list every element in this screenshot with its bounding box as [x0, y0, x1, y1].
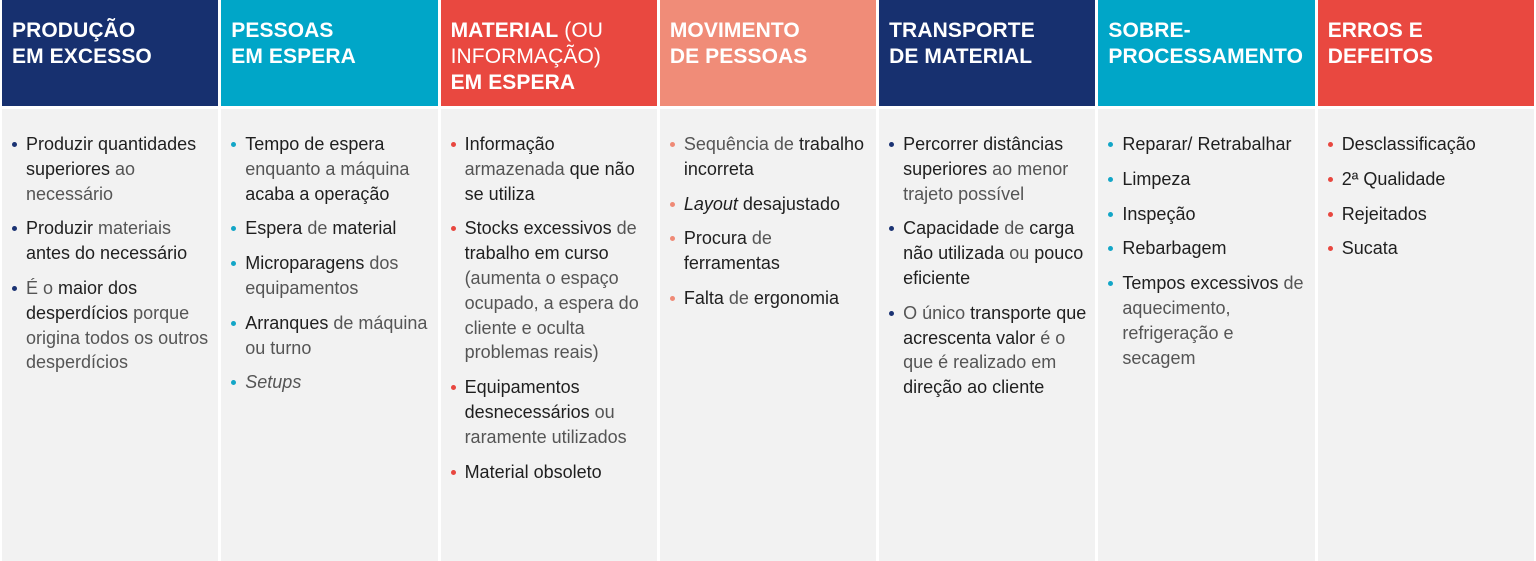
emphasis-text: Capacidade [903, 218, 1000, 239]
column-header [221, 0, 437, 106]
emphasis-text: transporte que acrescenta valor [903, 302, 1087, 348]
item-text: de [746, 228, 772, 249]
list-item [668, 192, 868, 217]
item-text: enquanto a máquina [245, 158, 410, 179]
list-item [229, 251, 429, 301]
column-producao [2, 0, 218, 561]
header-line: EM EXCESSO [12, 45, 152, 68]
header-bold: MATERIAL [450, 19, 559, 42]
emphasis-text: acaba a operação [245, 183, 390, 204]
header-line: PROCESSAMENTO [1108, 45, 1304, 68]
emphasis-text: Equipamentos desnecessários [464, 377, 590, 422]
emphasis-text: trabalho em curso [464, 243, 609, 264]
item-list [229, 132, 429, 395]
emphasis-text: Produzir [26, 218, 94, 239]
emphasis-text: maior dos desperdícios [26, 277, 138, 323]
column-header [660, 0, 876, 106]
item-list [1326, 132, 1526, 261]
emphasis-text: carga não utilizada [903, 218, 1075, 264]
header-line: MOVIMENTO [669, 19, 800, 42]
emphasis-text: ergonomia [753, 287, 839, 308]
column-body [1098, 109, 1314, 561]
emphasis-text: que não se utiliza [464, 158, 635, 204]
emphasis-text: Sucata [1341, 238, 1398, 259]
emphasis-text: Desclassificação [1341, 134, 1476, 154]
item-list [887, 132, 1087, 400]
emphasis-text: Procura [683, 228, 747, 249]
list-item [1326, 132, 1526, 157]
header-line: PESSOAS [231, 19, 334, 42]
header-line: DE MATERIAL [889, 45, 1033, 68]
item-list [449, 132, 649, 484]
list-item [229, 132, 429, 206]
emphasis-text: Tempos excessivos [1122, 273, 1279, 294]
list-item [1326, 202, 1526, 227]
list-item [887, 301, 1087, 400]
list-item [449, 460, 649, 485]
emphasis-text: desajustado [737, 193, 840, 214]
header-line: INFORMAÇÃO) [450, 45, 601, 68]
list-item [449, 216, 649, 365]
emphasis-text: Falta [683, 287, 724, 308]
header-line: SOBRE- [1108, 19, 1191, 42]
header-line: EM ESPERA [231, 45, 356, 68]
item-text: ou raramente utilizados [464, 401, 627, 447]
item-text: materiais [93, 218, 172, 239]
column-body [441, 109, 657, 561]
emphasis-text: pouco eficiente [903, 243, 1084, 288]
emphasis-text: material [332, 218, 397, 239]
column-body [2, 109, 218, 561]
item-text: ou [1004, 243, 1035, 264]
list-item [229, 311, 429, 361]
item-text: Setups [245, 372, 302, 393]
column-header [2, 0, 218, 106]
item-list [668, 132, 868, 311]
emphasis-text: Reparar/ Retrabalhar [1122, 134, 1292, 154]
emphasis-text: Rejeitados [1341, 203, 1427, 224]
column-transporte [879, 0, 1095, 561]
emphasis-text: Espera [245, 218, 303, 239]
column-material [441, 0, 657, 561]
list-item [1326, 167, 1526, 192]
column-body [1318, 109, 1534, 561]
header-line: DE PESSOAS [669, 45, 808, 68]
column-body [879, 109, 1095, 561]
item-text: Sequência de [683, 134, 799, 154]
list-item [449, 375, 649, 449]
header-line: PRODUÇÃO [12, 19, 136, 42]
column-body [221, 109, 437, 561]
header-light: (OU [558, 19, 604, 42]
header-line: DEFEITOS [1327, 45, 1434, 68]
emphasis-text: Stocks excessivos [464, 218, 612, 239]
header-line: TRANSPORTE [889, 19, 1035, 42]
item-text: (aumenta o espaço ocupado, a espera do cliente e oculta problemas reais) [464, 267, 639, 363]
emphasis-text: Rebarbagem [1122, 238, 1227, 259]
item-text: ao menor trajeto possível [903, 158, 1069, 204]
list-item [668, 226, 868, 276]
column-header [1318, 0, 1534, 106]
list-item [1106, 236, 1306, 261]
item-text: de [611, 218, 637, 239]
item-text: É o [26, 277, 59, 298]
header-line: ERROS E [1327, 19, 1423, 42]
emphasis-text: direção ao cliente [903, 377, 1045, 398]
item-list [1106, 132, 1306, 370]
list-item [1326, 236, 1526, 261]
item-text: porque origina todos os outros desperdícios [26, 302, 209, 373]
list-item [887, 132, 1087, 206]
item-text: O único [903, 302, 971, 323]
emphasis-text: Inspeção [1122, 203, 1196, 224]
emphasis-text: Arranques [245, 312, 329, 333]
item-text: de [723, 287, 754, 308]
column-header [1098, 0, 1314, 106]
item-text: é o que é realizado em [903, 327, 1066, 373]
list-item [10, 276, 210, 375]
emphasis-text: Layout [683, 193, 738, 214]
item-list [10, 132, 210, 375]
emphasis-text: Tempo de espera [245, 134, 385, 154]
column-header [879, 0, 1095, 106]
item-text: ao necessário [26, 158, 136, 204]
list-item [229, 216, 429, 241]
item-text: armazenada [464, 158, 570, 179]
item-text: de [302, 218, 333, 239]
item-text: dos equipamentos [245, 253, 399, 298]
header-line: EM ESPERA [450, 71, 576, 94]
column-pessoas [221, 0, 437, 561]
list-item [229, 370, 429, 395]
emphasis-text: Material obsoleto [464, 461, 602, 482]
header-line [451, 18, 649, 44]
emphasis-text: Produzir quantidades superiores [26, 134, 197, 179]
emphasis-text: Limpeza [1122, 168, 1191, 189]
item-text: de aquecimento, refrigeração e secagem [1122, 273, 1304, 368]
list-item [1106, 132, 1306, 157]
item-text: de [999, 218, 1030, 239]
column-sobre-processamento [1098, 0, 1314, 561]
list-item [668, 286, 868, 311]
emphasis-text: Percorrer distâncias superiores [903, 134, 1064, 179]
emphasis-text: trabalho incorreta [683, 134, 864, 179]
list-item [1106, 167, 1306, 192]
emphasis-text: ferramentas [683, 253, 780, 274]
list-item [1106, 271, 1306, 370]
list-item [1106, 202, 1306, 227]
emphasis-text: Informação [464, 134, 555, 154]
list-item [449, 132, 649, 206]
emphasis-text: Microparagens [245, 253, 365, 274]
list-item [668, 132, 868, 182]
item-text: de máquina ou turno [245, 312, 428, 358]
list-item [10, 132, 210, 206]
column-body [660, 109, 876, 561]
column-header [441, 0, 657, 106]
column-movimento [660, 0, 876, 561]
emphasis-text: antes do necessário [26, 243, 188, 264]
emphasis-text: 2ª Qualidade [1341, 168, 1446, 189]
column-erros [1318, 0, 1534, 561]
list-item [887, 216, 1087, 290]
list-item [10, 216, 210, 266]
